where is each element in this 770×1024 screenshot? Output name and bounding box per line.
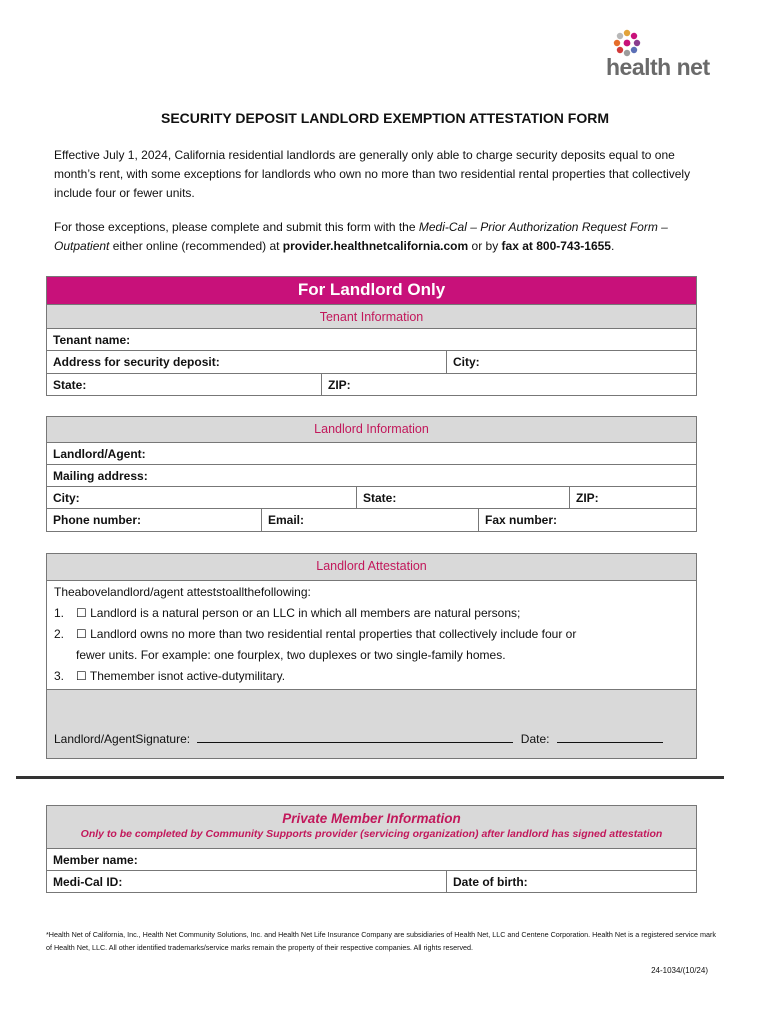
tenant-state-label: State: [53,378,87,392]
fax-label: Fax number: [485,513,558,527]
date-label: Date: [520,732,550,746]
landlord-info-header [47,417,696,442]
date-input-line[interactable] [557,730,663,743]
address-row [47,350,696,373]
landlord-info-table [46,416,697,532]
private-member-table [46,805,697,893]
logo-text: health net [606,54,710,80]
intro-paragraph-2 [54,218,714,256]
attestation-title: Landlord Attestation [316,559,427,573]
state-zip-row [47,373,696,395]
city-state-zip-row [47,486,696,508]
attestation-item-2[interactable] [54,627,576,641]
medi-cal-id-field[interactable] [47,871,447,892]
address-field[interactable] [47,351,447,373]
tenant-zip-label: ZIP: [328,378,351,392]
attestation-header [47,554,696,580]
tenant-name-field[interactable] [47,329,696,350]
signature-line[interactable] [54,730,663,746]
landlord-only-header [47,277,696,304]
landlord-city-field[interactable] [47,487,357,508]
tenant-city-label: City: [453,355,480,369]
dob-field[interactable] [447,871,696,892]
signature-area[interactable] [47,689,696,758]
address-label: Address for security deposit: [53,355,220,369]
mailing-address-row [47,464,696,486]
email-field[interactable] [262,509,479,531]
landlord-city-label: City: [53,491,80,505]
private-member-subtitle: Only to be completed by Community Supports provider (servicing organization) after landlord has signed attestation [80,828,663,840]
tenant-state-field[interactable] [47,374,322,395]
section-divider [16,776,724,779]
intro-text-end: . [610,239,615,253]
mailing-address-field[interactable] [47,465,696,486]
fax-field[interactable] [479,509,696,531]
fax-number-text: fax at 800-743-1655 [501,239,611,253]
mailing-address-label: Mailing address: [53,469,148,483]
landlord-state-label: State: [363,491,397,505]
item-number: 1. [54,606,65,620]
landlord-only-table [46,276,697,396]
private-member-header [47,806,696,848]
tenant-name-label: Tenant name: [53,333,131,347]
attestation-item-2-cont [54,648,506,662]
member-name-field[interactable] [47,849,696,870]
private-member-title: Private Member Information [282,811,461,826]
signature-input-line[interactable] [197,730,513,743]
page-title: SECURITY DEPOSIT LANDLORD EXEMPTION ATTESTATION FORM [160,110,609,126]
footer-disclaimer: *Health Net of California, Inc., Health Net Community Solutions, Inc. and Health Net Life Insurance Company are subsidiaries of Health Net, LLC and Centene Corporation. Health Net is a registered service mark of Health Net, LLC. All other identified trademarks/service marks remain the property of their respective companies. All rights reserved. [46,930,716,952]
tenant-name-row [47,328,696,350]
tenant-info-title: Tenant Information [319,310,424,324]
item-text: fewer units. For example: one fourplex, two duplexes or two single-family homes. [76,648,506,662]
landlord-agent-label: Landlord/Agent: [53,447,146,461]
tenant-zip-field[interactable] [322,374,696,395]
intro-text-mid: either online (recommended) at [109,239,283,253]
landlord-agent-row [47,442,696,464]
landlord-zip-label: ZIP: [576,491,599,505]
dob-label: Date of birth: [453,875,528,889]
email-label: Email: [268,513,305,527]
contact-row [47,508,696,531]
item-text: ☐ Themember isnot active-dutymilitary. [76,669,286,683]
item-text: ☐ Landlord owns no more than two residential rental properties that collectively include four or [76,627,577,641]
attestation-item-1[interactable] [54,606,520,620]
tenant-city-field[interactable] [447,351,696,373]
provider-url-link[interactable]: provider.healthnetcalifornia.com [282,239,469,253]
item-number: 3. [54,669,65,683]
landlord-only-title: For Landlord Only [297,280,446,299]
landlord-info-title: Landlord Information [314,422,429,436]
attestation-item-3[interactable] [54,669,285,683]
signature-label: Landlord/AgentSignature: [54,732,191,746]
phone-field[interactable] [47,509,262,531]
item-number: 2. [54,627,65,641]
landlord-agent-field[interactable] [47,443,696,464]
attestation-lead: Theabovelandlord/agent atteststoallthefollowing: [54,585,311,599]
phone-label: Phone number: [53,513,142,527]
form-code: 24-1034/(10/24) [651,966,708,975]
member-name-label: Member name: [53,853,138,867]
landlord-zip-field[interactable] [570,487,696,508]
form-name: Medi-Cal – Prior Authorization Request Form – Outpatient [54,220,668,253]
landlord-state-field[interactable] [357,487,570,508]
tenant-info-header [47,304,696,328]
medi-cal-id-label: Medi-Cal ID: [53,875,123,889]
item-text: ☐ Landlord is a natural person or an LLC in which all members are natural persons; [76,606,521,620]
intro-text-start: For those exceptions, please complete and submit this form with the [54,220,419,234]
id-dob-row [47,870,696,892]
intro-text-or: or by [468,239,502,253]
member-name-row [47,848,696,870]
intro-paragraph-1: Effective July 1, 2024, California residential landlords are generally only able to charge security deposits equal to one month’s rent, with some exceptions for landlords who own no more than two residential rental properties that collectively include four or fewer units. [54,148,691,200]
